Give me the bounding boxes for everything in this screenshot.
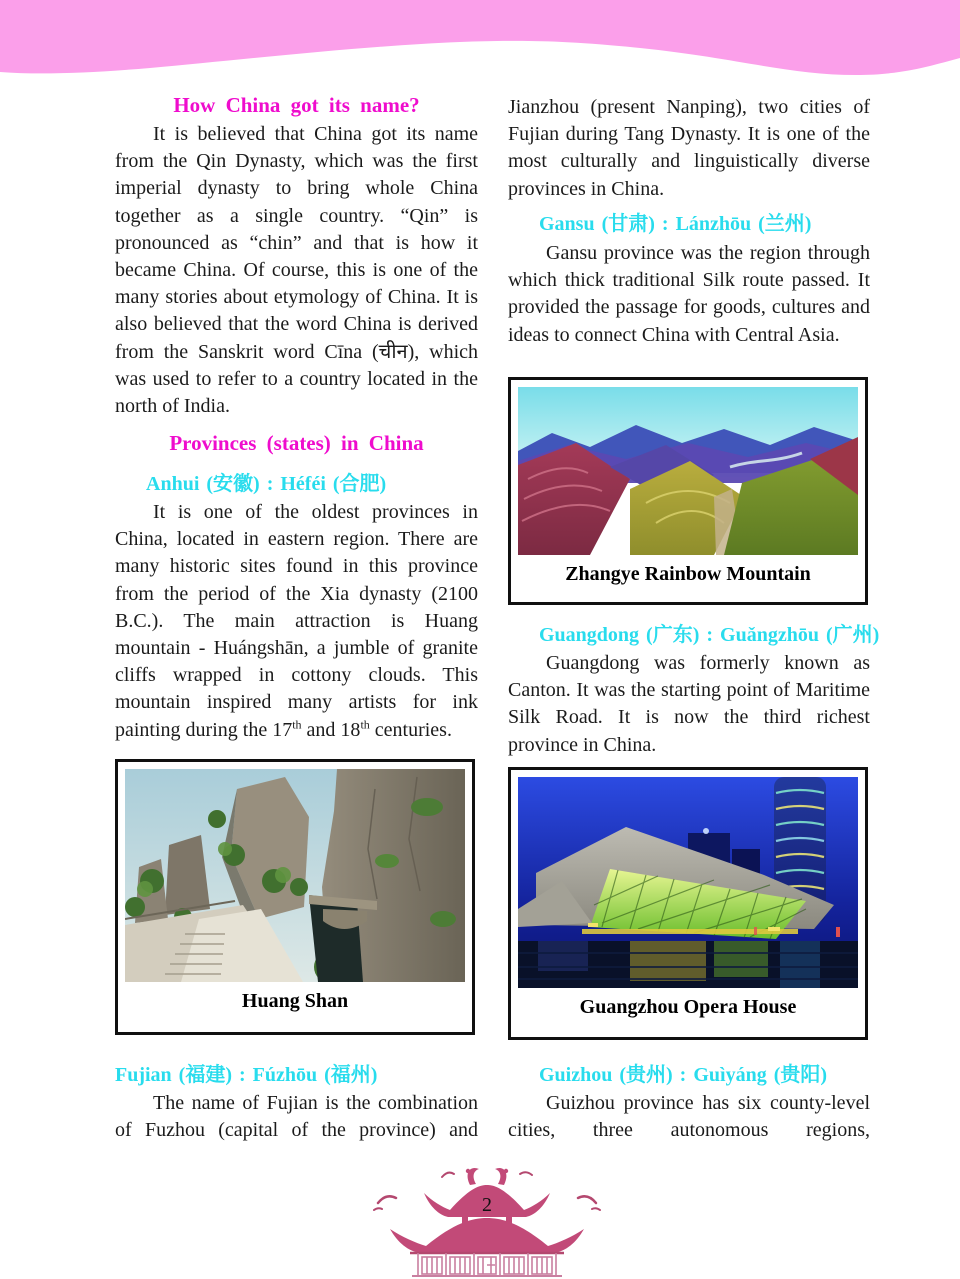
huang-shan-photo-frame bbox=[115, 759, 475, 1035]
header-wave-decoration bbox=[0, 0, 960, 100]
page-number: 2 bbox=[482, 1194, 492, 1216]
paragraph-fujian: The name of Fujian is the combination of Fuzhou (capital of the province) and bbox=[115, 1092, 478, 1142]
paragraph-anhui bbox=[115, 499, 478, 744]
pavilion-illustration bbox=[372, 1163, 602, 1277]
superscript-th: th bbox=[292, 716, 302, 731]
huang-shan-caption: Huang Shan bbox=[241, 990, 349, 1012]
subheading-gansu: Gansu (甘肃) : Lánzhōu (兰州) bbox=[539, 213, 812, 235]
superscript-th: th bbox=[360, 716, 370, 731]
opera-house-caption: Guangzhou Opera House bbox=[579, 996, 797, 1018]
subheading-fujian: Fujian (福建) : Fúzhōu (福州) bbox=[115, 1064, 378, 1086]
paragraph-gansu: Gansu province was the region through which thick traditional Silk route passed. It provided the passage for goods, cultures and ideas to connect China with Central Asia. bbox=[508, 242, 870, 346]
guangzhou-opera-house-photo bbox=[518, 777, 858, 988]
section-title-provinces-in-china: Provinces (states) in China bbox=[169, 431, 424, 455]
subheading-guizhou: Guizhou (贵州) : Guìyáng (贵阳) bbox=[539, 1064, 828, 1086]
zhangye-rainbow-mountain-photo bbox=[518, 387, 858, 555]
paragraph-guangdong: Guangdong was formerly known as Canton. It was the starting point of Maritime Silk Road. It is now the third richest province in China. bbox=[508, 652, 870, 756]
paragraph-guizhou: Guizhou province has six county-level cities, three autonomous regions, bbox=[508, 1092, 870, 1142]
huang-shan-photo bbox=[125, 769, 465, 982]
paragraph-anhui-text: centuries. bbox=[369, 718, 452, 741]
paragraph-anhui-text: It is one of the oldest provinces in China, located in eastern region. There are many historic sites found in this province from the period of the Xia dynasty (2100 B.C.). The main attraction is Huang mountain - Huángshān, a jumble of granite cliffs wrapped in cottony clouds. This mountain inspired many artists for ink painting during the 17 bbox=[115, 501, 478, 741]
subheading-anhui: Anhui (安徽) : Héféi (合肥) bbox=[146, 473, 387, 495]
paragraph-anhui-text: and 18 bbox=[301, 718, 361, 741]
opera-house-photo-frame bbox=[508, 767, 868, 1040]
subheading-guangdong: Guangdong (广东) : Guǎngzhōu (广州) bbox=[539, 624, 880, 646]
paragraph-fujian-continuation: Jianzhou (present Nanping), two cities of Fujian during Tang Dynasty. It is one of the most culturally and linguistically diverse provinces in China. bbox=[508, 96, 870, 200]
paragraph-how-china: It is believed that China got its name from the Qin Dynasty, which was the first imperial dynasty to bring whole China together as a single country. “Qin” is pronounced as “chin” and that is how it became China. Of course, this is one of the many stories about etymology of China. It is also believed that the word China is derived from the Sanskrit word Cīna (चीन), which was used to refer to a country located in the north of India. bbox=[115, 123, 478, 418]
zhangye-caption: Zhangye Rainbow Mountain bbox=[565, 563, 811, 585]
section-title-how-china-got-its-name: How China got its name? bbox=[173, 93, 420, 117]
zhangye-photo-frame bbox=[508, 377, 868, 605]
